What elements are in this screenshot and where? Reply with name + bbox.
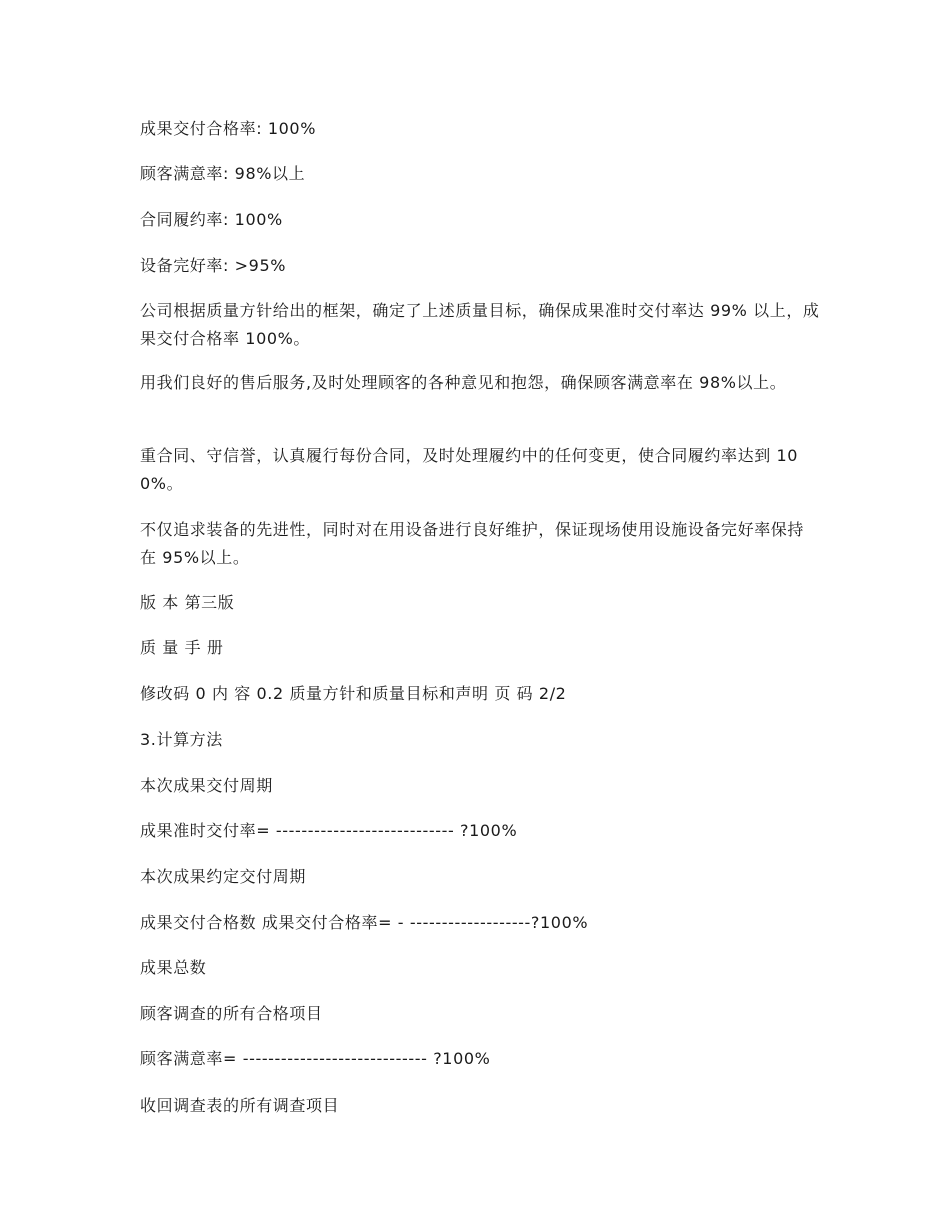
formula-denominator-delivery: 本次成果约定交付周期 bbox=[140, 867, 307, 886]
version-line: 版 本 第三版 bbox=[140, 593, 235, 612]
paragraph-contract: 重合同、守信誉，认真履行每份合同，及时处理履约中的任何变更，使合同履约率达到 100%。 bbox=[140, 446, 799, 493]
formula-denominator-survey: 收回调查表的所有调查项目 bbox=[140, 1096, 340, 1115]
goal-customer-satisfaction: 顾客满意率: 98%以上 bbox=[140, 164, 306, 183]
goal-contract-fulfillment: 合同履约率: 100% bbox=[140, 210, 283, 229]
section-heading: 3.计算方法 bbox=[140, 730, 223, 749]
formula-satisfaction: 顾客满意率= ----------------------------- ?100% bbox=[140, 1049, 491, 1068]
paragraph-quality-goals: 公司根据质量方针给出的框架，确定了上述质量目标，确保成果准时交付率达 99% 以上，成果交付合格率 100%。 bbox=[140, 301, 820, 348]
formula-numerator-delivery: 本次成果交付周期 bbox=[140, 776, 273, 795]
formula-numerator-satisfaction: 顾客调查的所有合格项目 bbox=[140, 1004, 323, 1023]
goal-delivery-pass-rate: 成果交付合格率: 100% bbox=[140, 119, 317, 138]
revision-line: 修改码 0 内 容 0.2 质量方针和质量目标和声明 页 码 2/2 bbox=[140, 684, 567, 703]
formula-on-time-delivery: 成果准时交付率= ---------------------------- ?100% bbox=[140, 821, 518, 840]
manual-title: 质 量 手 册 bbox=[140, 638, 224, 657]
formula-pass-rate: 成果交付合格数 成果交付合格率= - -------------------?100% bbox=[140, 913, 589, 932]
formula-denominator-total: 成果总数 bbox=[140, 958, 207, 977]
goal-equipment-integrity: 设备完好率: >95% bbox=[140, 256, 287, 275]
paragraph-equipment: 不仅追求装备的先进性，同时对在用设备进行良好维护，保证现场使用设施设备完好率保持在 95%以上。 bbox=[140, 520, 805, 567]
paragraph-after-sales: 用我们良好的售后服务,及时处理顾客的各种意见和抱怨，确保顾客满意率在 98%以上。 bbox=[140, 373, 787, 392]
